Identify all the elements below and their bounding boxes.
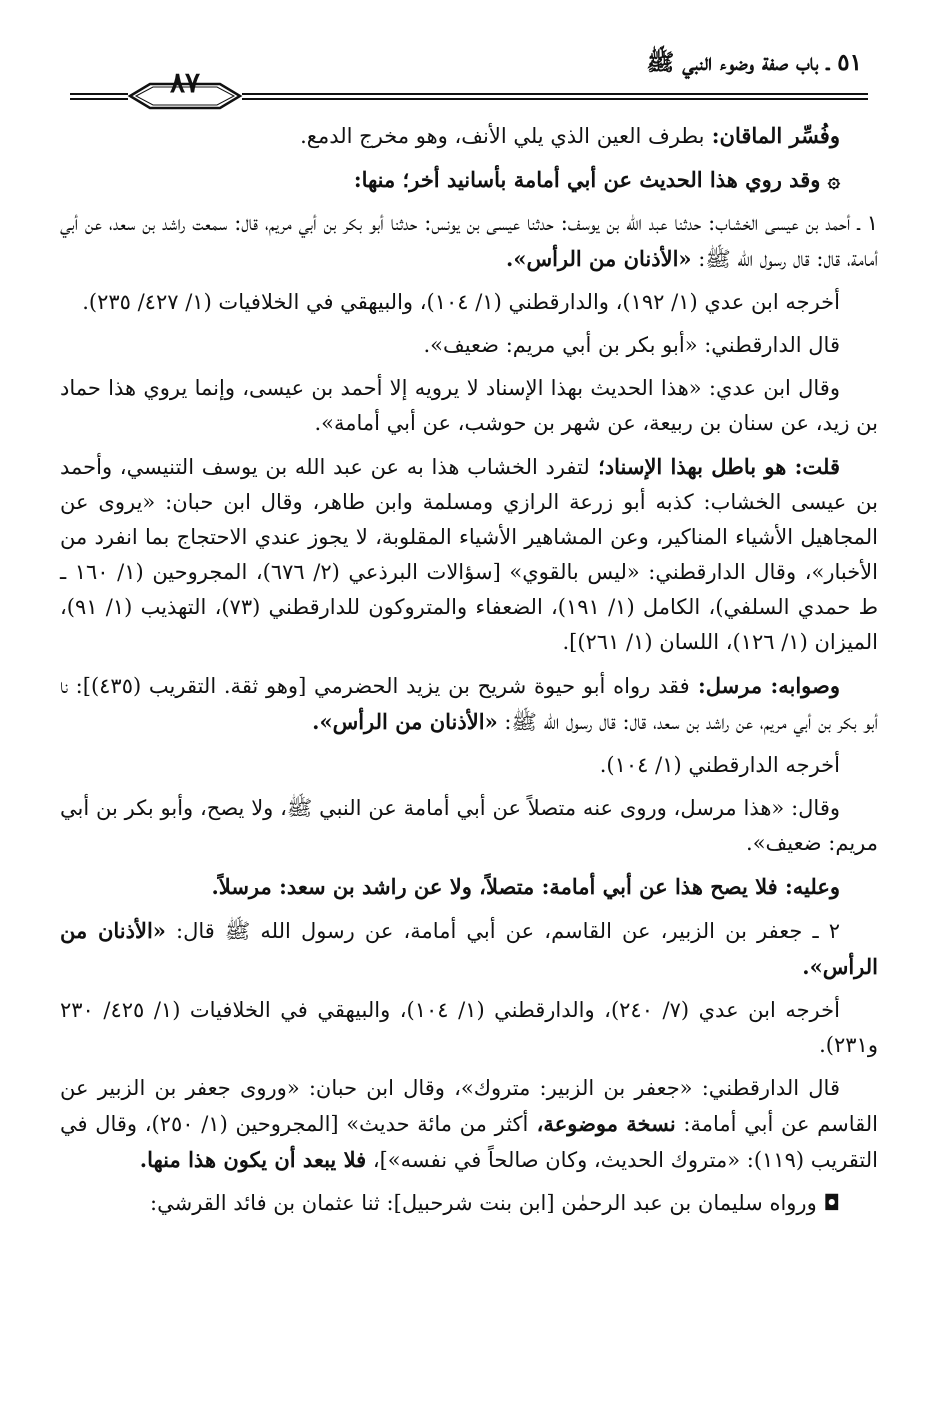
paragraph-p4 — [60, 285, 878, 320]
paragraph-p3 — [60, 206, 878, 277]
bold-run: فلا يبعد أن يكون هذا منها. — [139, 1147, 367, 1172]
text-run: أكثر من مائة حديث» [المجروحين (١/ ٢٥٠)، وقال في التقريب (١١٩): «متروك الحديث، وكان صالحاً في نفسه»]، — [60, 1112, 878, 1172]
text-run: قال الدارقطني: «جعفر بن الزبير: متروك»، وقال ابن حبان: «وروى جعفر بن الزبير عن القاسم عن أبي أمامة: — [60, 1076, 878, 1136]
text-run: أخرجه الدارقطني (١/ ١٠٤). — [599, 753, 840, 777]
paragraph-p11 — [60, 869, 878, 905]
text-run: قال الدارقطني: «أبو بكر بن أبي مريم: ضعيف». — [423, 333, 840, 357]
text-run: وقال: «هذا مرسل، وروى عنه متصلاً عن أبي أمامة عن النبي ﷺ، ولا يصح، وأبو بكر بن أبي مريم: ضعيف». — [60, 796, 878, 855]
bold-run: وصوابه: مرسل: — [689, 673, 840, 698]
text-run: ١ ـ أحمد بن عيسى الخشاب: حدثنا عبد الله بن يوسف: حدثنا عيسى بن يونس: حدثنا أبو بكر بن أبي مريم، قال: سمعت راشد بن سعد، عن أبي أمامة، قال: قال رسول الله ﷺ: — [60, 211, 878, 271]
paragraph-p15 — [60, 1186, 878, 1221]
text-run: لتفرد الخشاب هذا به عن عبد الله بن يوسف التنيسي، وأحمد بن عيسى الخشاب: كذبه أبو زرعة الرازي ومسلمة وابن طاهر، وقال ابن حبان: «يروى عن المجاهيل الأشياء المناكير، وعن المشاهير الأشياء المقلوبة، لا يجوز عندي الاحتجاج بما انفرد من الأخبار»، وقال الدارقطني: «ليس بالقوي» [سؤالات البرذعي (٢/ ٦٧٦)، المجروحين (١/ ١٦٠ ـ ط حمدي السلفي)، الكامل (١/ ١٩١)، الضعفاء والمتروكون للدارقطني (٧٣)، التهذيب (١/ ٩١)، الميزان (١/ ١٢٦)، اللسان (١/ ٢٦١)]. — [60, 455, 878, 654]
bold-run: قلت: هو باطل بهذا الإسناد؛ — [589, 454, 840, 479]
paragraph-p8 — [60, 668, 878, 740]
bold-run: وعليه: فلا يصح هذا عن أبي أمامة: متصلاً، ولا عن راشد بن سعد: مرسلاً. — [211, 874, 840, 899]
paragraph-p13 — [60, 993, 878, 1063]
paragraph-p1 — [60, 118, 878, 154]
paragraph-p2 — [60, 162, 878, 198]
page-number: ٨٧ — [169, 66, 201, 99]
bold-run: «الأذنان من الرأس». — [506, 246, 692, 271]
page-header — [70, 48, 868, 112]
text-run: ◘ ورواه سليمان بن عبد الرحمٰن [ابن بنت شرحبيل]: ثنا عثمان بن فائد القرشي: — [150, 1191, 840, 1215]
paragraph-p7 — [60, 449, 878, 660]
bold-run: نسخة موضوعة، — [528, 1111, 676, 1136]
bold-run: وفُسِّر الماقان: — [704, 123, 840, 148]
bold-run: ۞ وقد روي هذا الحديث عن أبي أمامة بأسانيد أخر؛ منها: — [353, 167, 840, 192]
paragraph-p5 — [60, 328, 878, 363]
text-run: وقال ابن عدي: «هذا الحديث بهذا الإسناد لا يرويه إلا أحمد بن عيسى، وإنما يروي هذا حماد بن زيد، عن سنان بن ربيعة، عن شهر بن حوشب، عن أبي أمامة». — [60, 376, 878, 435]
page-body — [60, 118, 878, 1229]
text-run: بطرف العين الذي يلي الأنف، وهو مخرج الدمع. — [300, 124, 705, 148]
paragraph-p14 — [60, 1071, 878, 1178]
text-run: ٢ ـ جعفر بن الزبير، عن القاسم، عن أبي أمامة، عن رسول الله ﷺ قال: — [165, 919, 841, 943]
chapter-title: ٥١ ـ باب صفة وضوء النبي ﷺ — [646, 49, 862, 76]
paragraph-p12 — [60, 913, 878, 985]
bold-run: «الأذنان من الرأس». — [60, 918, 878, 979]
text-run: أخرجه ابن عدي (٧/ ٢٤٠)، والدارقطني (١/ ١٠٤)، والبيهقي في الخلافيات (١/ ٤٢٥/ ٢٣٠ و٢٣١). — [60, 998, 878, 1057]
bold-run: «الأذنان من الرأس». — [312, 709, 498, 734]
paragraph-p6 — [60, 371, 878, 441]
paragraph-p9 — [60, 748, 878, 783]
text-run: أخرجه ابن عدي (١/ ١٩٢)، والدارقطني (١/ ١٠٤)، والبيهقي في الخلافيات (١/ ٤٢٧/ ٢٣٥). — [82, 290, 840, 314]
paragraph-p10 — [60, 791, 878, 861]
text-run: فقد رواه أبو حيوة شريح بن يزيد الحضرمي [وهو ثقة. التقريب (٤٣٥)]: نا أبو بكر بن أبي مريم، عن راشد بن سعد، قال: قال رسول الله ﷺ: — [60, 674, 878, 734]
